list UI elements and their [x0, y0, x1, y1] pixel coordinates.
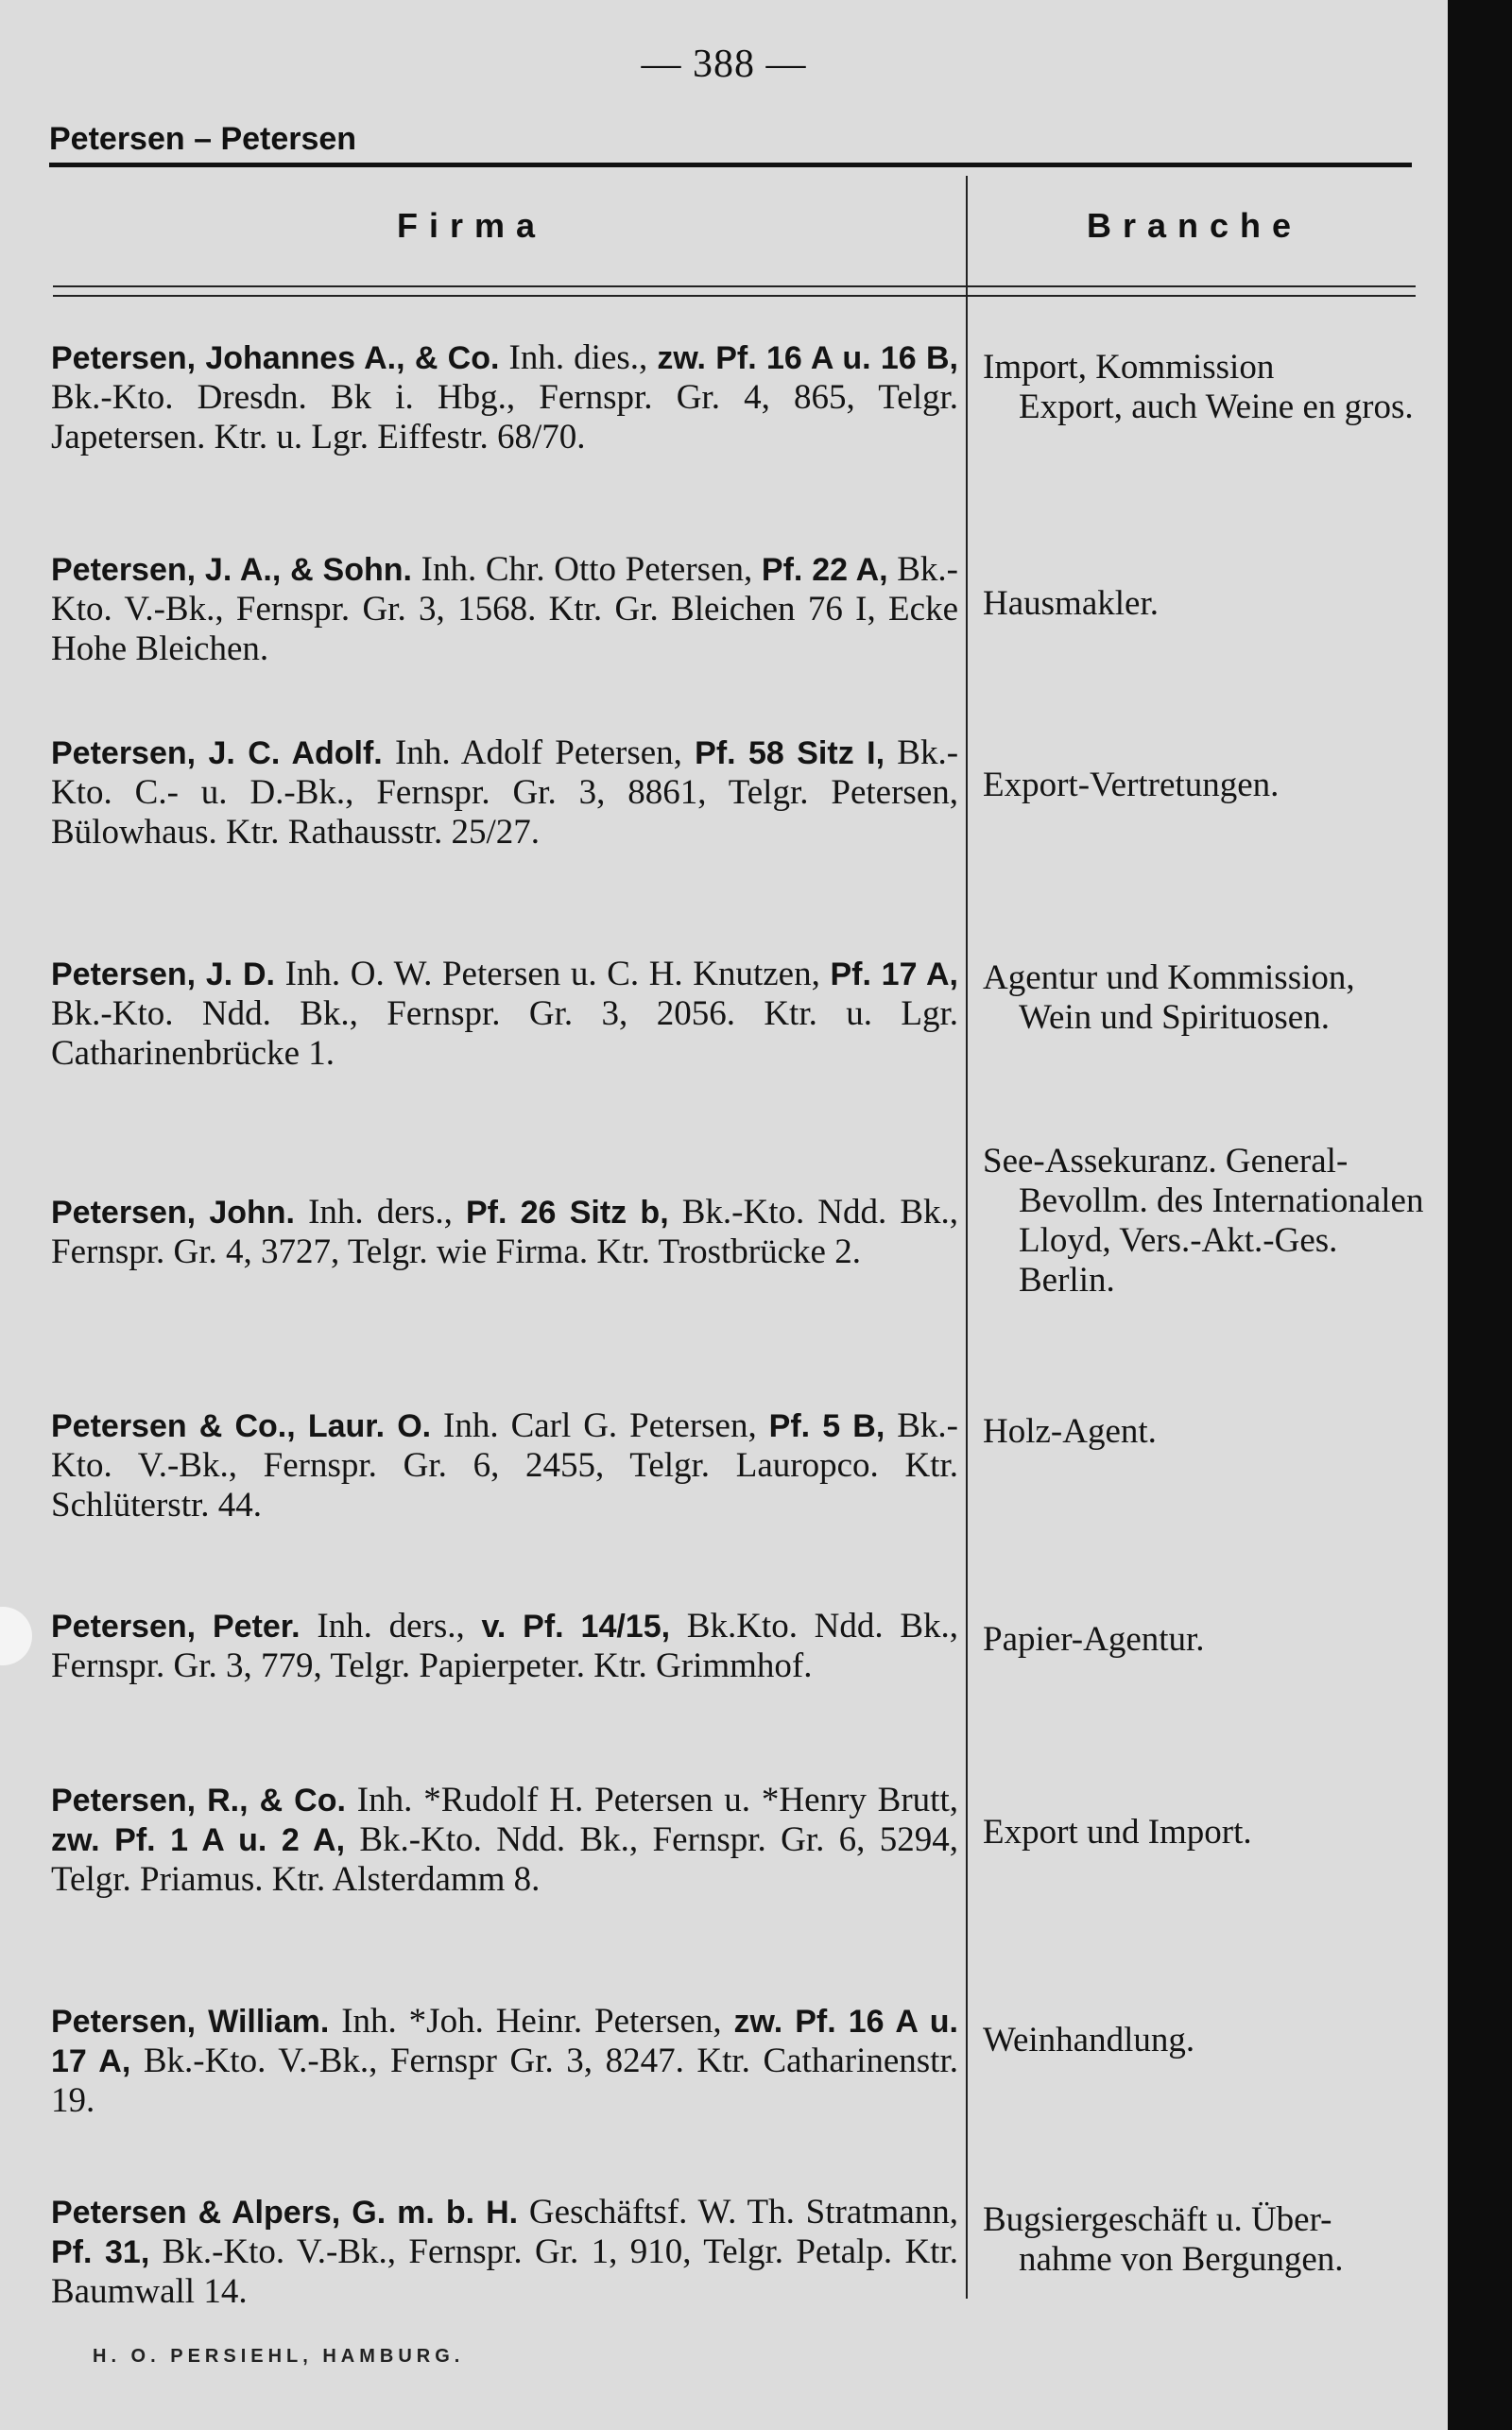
entry-firma [51, 955, 958, 1074]
punch-hole [0, 1607, 32, 1665]
entry-firma [51, 1406, 958, 1525]
firm-name: Petersen, J. A., & Sohn. [51, 552, 412, 588]
entry-text: Inh. ders., [300, 1607, 482, 1646]
entry-details: Bk.-Kto. V.-Bk., Fernspr. Gr. 3, 1568. Ktr. Gr. Bleichen 76 I, Ecke Hohe Bleichen. [51, 550, 959, 668]
entry-text: Geschäftsf. W. Th. Stratmann, [518, 2193, 958, 2232]
postfach: zw. Pf. 16 A u. 17 A, [51, 2004, 958, 2079]
entry-branche [983, 1142, 1436, 1301]
firm-name: Petersen, R., & Co. [51, 1783, 346, 1818]
postfach: v. Pf. 14/15, [481, 1609, 671, 1645]
column-header-rule-double [53, 295, 1416, 297]
branche-line-2: Export, auch Weine en gros. [1019, 388, 1414, 426]
firm-name: Petersen, J. D. [51, 956, 275, 992]
book-spine-shadow [1448, 0, 1512, 2430]
entry-text: Inh. Chr. Otto Petersen, [412, 550, 762, 589]
firm-name: Petersen, William. [51, 2004, 330, 2040]
entry-details: Bk.-Kto. Ndd. Bk., Fernspr. Gr. 3, 2056. Ktr. u. Lgr. Catharinenbrücke 1. [51, 994, 958, 1073]
entry-firma [51, 338, 958, 457]
entry-branche [983, 958, 1436, 1038]
postfach: Pf. 22 A, [761, 552, 888, 588]
entry-details: Bk.-Kto. Dresdn. Bk i. Hbg., Fernspr. Gr. 4, 865, Telgr. Japetersen. Ktr. u. Lgr. Eiffestr. 68/70. [51, 378, 958, 457]
postfach: zw. Pf. 16 A u. 16 B, [657, 340, 958, 376]
entry-details: Bk.-Kto. Ndd. Bk., Fernspr. Gr. 4, 3727, Telgr. wie Firma. Ktr. Trostbrücke 2. [51, 1193, 959, 1271]
branche-line-1: Weinhandlung. [983, 2021, 1195, 2059]
header-rule [49, 163, 1412, 167]
column-header-firma: Firma [397, 206, 547, 245]
entry-firma [51, 1607, 958, 1686]
entry-details: Bk.-Kto. Ndd. Bk., Fernspr. Gr. 6, 5294, Telgr. Priamus. Ktr. Alsterdamm 8. [51, 1820, 959, 1899]
firm-name: Petersen, Johannes A., & Co. [51, 340, 500, 376]
branche-line-1: Hausmakler. [983, 584, 1159, 623]
postfach: Pf. 17 A, [830, 956, 958, 992]
firm-name: Petersen, J. C. Adolf. [51, 735, 383, 771]
postfach: Pf. 26 Sitz b, [465, 1195, 669, 1231]
firm-name: Petersen & Alpers, G. m. b. H. [51, 2195, 519, 2231]
entry-branche [983, 348, 1436, 427]
branche-line-2: Bevollm. des Internationalen Lloyd, Vers.-Akt.-Ges. Berlin. [1019, 1181, 1424, 1300]
firm-name: Petersen & Co., Laur. O. [51, 1408, 432, 1444]
printer-imprint: H. O. PERSIEHL, HAMBURG. [93, 2346, 465, 2367]
postfach: Pf. 5 B, [768, 1408, 885, 1444]
entry-text: Inh. Carl G. Petersen, [431, 1406, 769, 1445]
entry-text: Inh. *Joh. Heinr. Petersen, [329, 2002, 734, 2041]
entry-branche [983, 2200, 1436, 2280]
entry-details: Bk.-Kto. V.-Bk., Fernspr. Gr. 1, 910, Telgr. Petalp. Ktr. Baumwall 14. [51, 2232, 958, 2311]
branche-line-1: Papier-Agentur. [983, 1620, 1205, 1659]
entry-branche [983, 1813, 1436, 1853]
entry-details: Bk.Kto. Ndd. Bk., Fernspr. Gr. 3, 779, Telgr. Papierpeter. Ktr. Grimmhof. [51, 1607, 959, 1685]
branche-line-1: Import, Kommission [983, 348, 1275, 387]
column-header-branche: Branche [1087, 206, 1303, 245]
entry-firma [51, 2193, 958, 2312]
branche-line-1: Holz-Agent. [983, 1412, 1157, 1451]
entry-branche [983, 584, 1436, 624]
branche-line-1: Agentur und Kommission, [983, 958, 1355, 997]
entry-branche [983, 766, 1436, 805]
postfach: zw. Pf. 1 A u. 2 A, [51, 1822, 346, 1858]
running-title: Petersen – Petersen [49, 121, 357, 157]
entry-details: Bk.-Kto. C.- u. D.-Bk., Fernspr. Gr. 3, 8861, Telgr. Petersen, Bülowhaus. Ktr. Rathausstr. 25/27. [51, 733, 959, 852]
column-header-rule [53, 285, 1416, 287]
branche-line-1: Export und Import. [983, 1813, 1252, 1852]
entry-firma [51, 1781, 958, 1900]
entry-text: Inh. *Rudolf H. Petersen u. *Henry Brutt, [345, 1781, 958, 1819]
column-divider [966, 176, 968, 2299]
entry-text: Inh. Adolf Petersen, [382, 733, 696, 772]
firm-name: Petersen, John. [51, 1195, 296, 1231]
entry-branche [983, 1620, 1436, 1660]
entry-branche [983, 2021, 1436, 2060]
entry-firma [51, 2002, 958, 2121]
entry-details: Bk.-Kto. V.-Bk., Fernspr Gr. 3, 8247. Ktr. Catharinenstr. 19. [51, 2042, 958, 2120]
entry-branche [983, 1412, 1436, 1452]
entry-firma [51, 550, 958, 669]
entry-text: Inh. O. W. Petersen u. C. H. Knutzen, [275, 955, 831, 993]
branche-line-2: Wein und Spirituosen. [1019, 998, 1330, 1037]
entry-firma [51, 733, 958, 853]
postfach: Pf. 58 Sitz I, [695, 735, 885, 771]
entry-firma [51, 1193, 958, 1272]
entry-text: Inh. dies., [499, 338, 658, 377]
entry-text: Inh. ders., [295, 1193, 466, 1232]
branche-line-2: nahme von Bergungen. [1019, 2240, 1344, 2279]
firm-name: Petersen, Peter. [51, 1609, 301, 1645]
page-number: — 388 — [641, 43, 807, 86]
entry-details: Bk.-Kto. V.-Bk., Fernspr. Gr. 6, 2455, Telgr. Lauropco. Ktr. Schlüterstr. 44. [51, 1406, 959, 1525]
branche-line-1: See-Assekuranz. General- [983, 1142, 1349, 1181]
branche-line-1: Export-Vertretungen. [983, 766, 1280, 804]
postfach: Pf. 31, [51, 2234, 150, 2270]
branche-line-1: Bugsiergeschäft u. Über- [983, 2200, 1332, 2239]
